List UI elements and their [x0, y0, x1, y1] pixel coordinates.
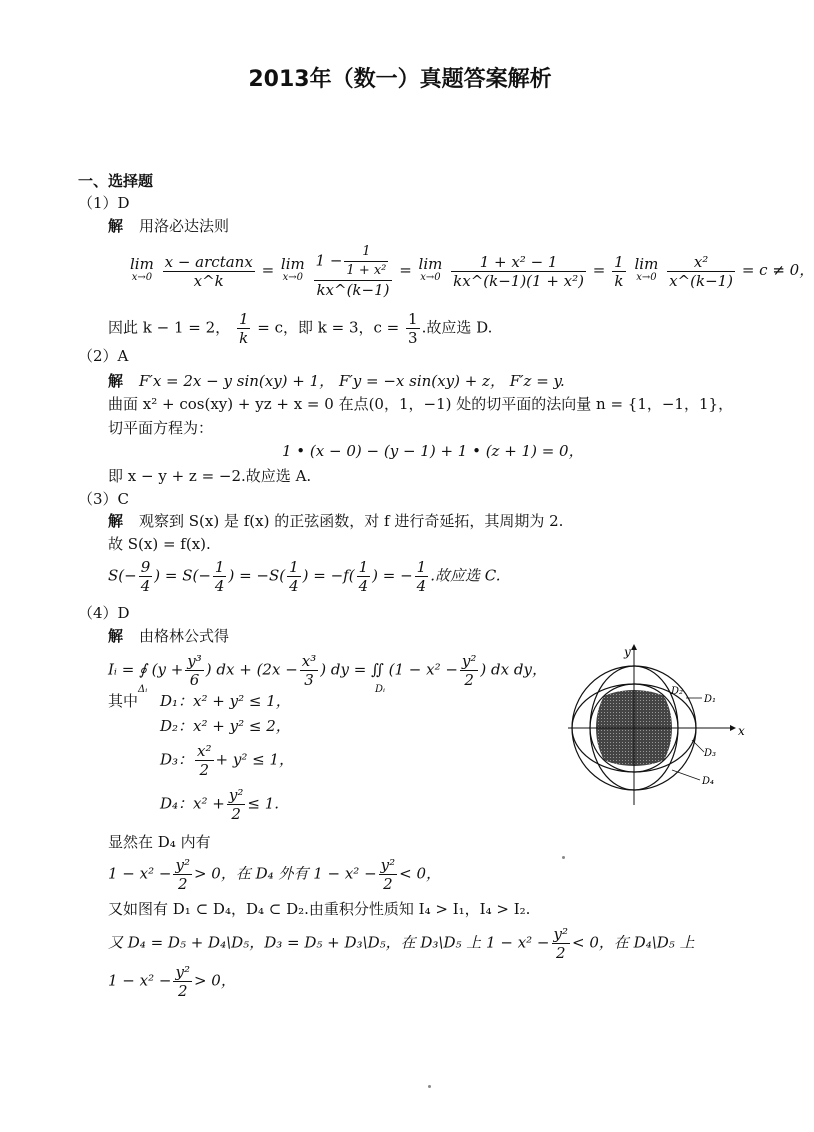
q1-solution-line — [108, 215, 229, 236]
frac4-den: k — [614, 271, 624, 290]
region-d4: D₄：x² + $\frac{\text{y²}}{2}$ ≤ 1. — [160, 786, 280, 823]
equals: = — [261, 261, 275, 279]
region-d2: D₂：x² + y² ≤ 2， — [160, 717, 291, 735]
frac1-num: x − arctanx — [164, 252, 253, 271]
q1-label: （1）D — [78, 194, 130, 212]
region-figure — [568, 640, 748, 810]
x-axis-label: x — [738, 724, 745, 738]
q4-qizhong: 其中 — [108, 692, 139, 710]
lim-text: lim — [280, 255, 305, 273]
frac5-den: x^(k−1) — [669, 271, 734, 290]
section-heading: 一、选择题 — [78, 172, 154, 190]
region-d3: D₃： $\frac{\text{x²}}{2}$ + y² ≤ 1， — [160, 742, 295, 779]
y-axis-label: y — [624, 645, 631, 659]
q4-final-inequality: 1 − x² − $\frac{\text{y²}}{2}$ > 0， — [108, 963, 236, 1000]
label-d1: D₁ — [704, 694, 717, 705]
region-d1: D₁：x² + y² ≤ 1， — [160, 692, 291, 710]
inner-num: 1 — [344, 243, 388, 262]
q4-inequality: 1 − x² − $\frac{\text{y²}}{2}$ > 0，在 D₄ 外有 1 − x² − $\frac{\text{y²}}{2}$ < 0， — [108, 856, 442, 893]
label-d2: D₂ — [671, 686, 684, 697]
frac2-den: kx^(k−1) — [316, 281, 390, 299]
q2-plane-title: 切平面方程为： — [108, 419, 214, 437]
q4-green-intro: 解 由格林公式得 — [108, 627, 230, 645]
q1-conclusion: 因此 k − 1 = 2， $\frac{1}{k}$ = c，即 k = 3，c = $\frac{1}{3}$ .故应选 D. — [108, 310, 493, 347]
q3-equality: 故 S(x) = f(x). — [108, 535, 211, 553]
q4-d5-relation: 又 D₄ = D₅ + D₄\D₅，D₃ = D₅ + D₃\D₅，在 D₃\D₅ 上 1 − x² − $\frac{\text{y²}}{2}$ < 0，在 D₄\D₅ 上 — [108, 925, 695, 962]
solution-marker: 解 — [108, 217, 124, 235]
limit-tail: = c ≠ 0， — [741, 261, 814, 279]
q3-observation: 解 观察到 S(x) 是 f(x) 的正弦函数，对 f 进行奇延拓，其周期为 2. — [108, 512, 564, 530]
lim-text: lim — [634, 255, 659, 273]
frac3-num: 1 + x² − 1 — [451, 253, 586, 272]
equals: = — [592, 261, 606, 279]
frac5-num: x² — [667, 253, 735, 272]
lim-sub: x→0 — [636, 272, 657, 283]
q4-figure-relation: 又如图有 D₁ ⊂ D₄，D₄ ⊂ D₂.由重积分性质知 I₄ > I₁，I₄ > I₂. — [108, 900, 531, 918]
scan-speck — [428, 1085, 431, 1088]
q2-plane-equation: 1 • (x − 0) − (y − 1) + 1 • (z + 1) = 0， — [282, 442, 584, 460]
q2-normal-vector: 曲面 x² + cos(xy) + yz + x = 0 在点(0，1，−1) 处的切平面的法向量 n = {1，−1，1}， — [108, 395, 734, 413]
region-subscript: Dᵢ — [375, 684, 386, 695]
q4-green-formula: Iᵢ = ∮ (y + $\frac{\text{y³}}{6}$ ) dx + (2x − $\frac{\text{x³}}{3}$ ) dy = ∬ (1 − x² − $\frac{\text{y²}}{2}$ ) dx dy， — [108, 652, 547, 689]
q3-label: （3）C — [78, 490, 130, 508]
lim-sub: x→0 — [282, 272, 304, 283]
label-d4: D₄ — [702, 776, 715, 787]
frac1-den: x^k — [193, 271, 224, 290]
equals: = — [399, 261, 412, 279]
x-axis-arrow — [730, 725, 736, 731]
q2-conclusion: 即 x − y + z = −2.故应选 A. — [108, 467, 312, 485]
contour-subscript: Δᵢ — [138, 684, 148, 695]
page-title: 2013年（数一）真题答案解析 — [248, 67, 552, 92]
q4-obvious: 显然在 D₄ 内有 — [108, 833, 211, 851]
q4-label: （4）D — [78, 604, 130, 622]
q1-limit-equation — [128, 243, 814, 299]
lim-sub: x→0 — [420, 272, 441, 283]
frac3-den: kx^(k−1)(1 + x²) — [453, 271, 585, 290]
lim-text: lim — [418, 255, 443, 273]
frac4-num: 1 — [614, 252, 624, 271]
q1-method: 用洛必达法则 — [139, 217, 230, 235]
inner-den: 1 + x² — [346, 263, 387, 278]
q2-partials: 解 F′x = 2x − y sin(xy) + 1， F′y = −x sin(xy) + z， F′z = y. — [108, 372, 565, 390]
label-d3: D₃ — [704, 748, 717, 759]
q3-evaluation: S(− $\frac{9}{4}$ ) = S(− $\frac{1}{4}$ ) = −S( $\frac{1}{4}$ ) = −f( $\frac{1}{4}$ ) = − $\frac{1}{4}$ .故应选 C. — [108, 558, 501, 595]
y-axis-arrow — [631, 644, 637, 650]
q2-label: （2）A — [78, 347, 129, 365]
scan-speck — [562, 856, 565, 859]
lim-sub: x→0 — [131, 272, 153, 283]
frac2-num: 1 − $\frac{1}{\text{1 + x²}}$ — [314, 243, 393, 281]
lim-text: lim — [130, 255, 154, 273]
